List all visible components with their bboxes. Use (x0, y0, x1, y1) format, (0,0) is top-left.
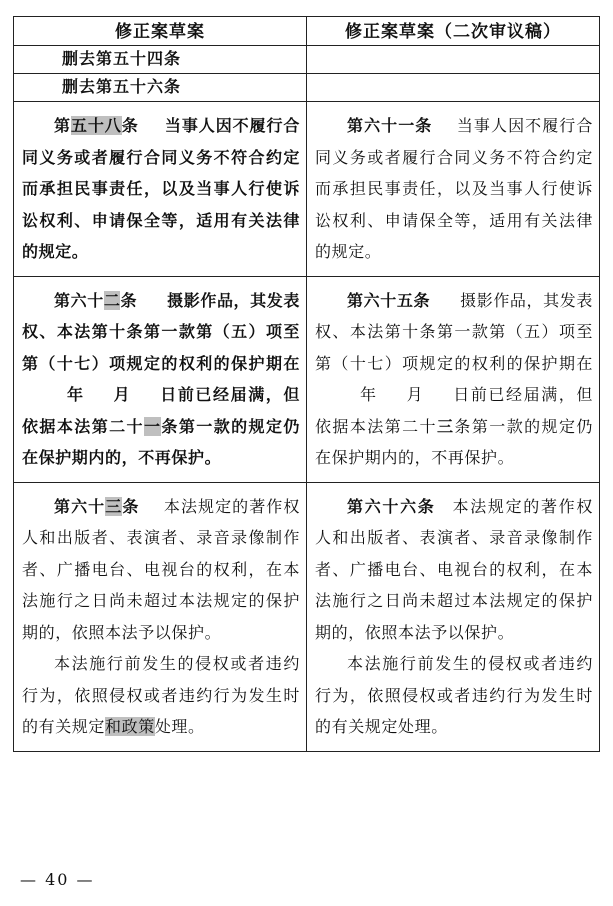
article-number: 第五十八条 (54, 116, 139, 135)
article-number: 第六十五条 (347, 290, 431, 310)
row2-left-text: 第六十二条 摄影作品，其发表权、本法第十条第一款第（五）项至第（十七）项规定的权利的保护期在年 月 日前已经届满，但依据本法第二十一条第一款的规定仍在保护期内的，不再保护。 (22, 290, 300, 467)
article-number: 第六十二条 (54, 290, 138, 310)
deleted-article-56: 删去第五十六条 (14, 74, 307, 102)
empty-cell (307, 74, 600, 102)
row1-right-cell (307, 102, 600, 277)
header-second-review: 修正案草案（二次审议稿） (307, 17, 600, 46)
row2-right-cell (307, 276, 600, 482)
row1-left-cell (14, 102, 307, 277)
article-number: 第六十一条 (347, 116, 433, 135)
header-row (14, 17, 600, 46)
row3-right-para1: 第六十六条 本法规定的著作权人和出版者、表演者、录音录像制作者、广播电台、电视台的权利，在本法施行之日尚未超过本法规定的保护期的，依照本法予以保护。 (315, 496, 593, 642)
row1-right-text (315, 110, 593, 268)
article-number: 第六十六条 (347, 496, 436, 516)
header-draft: 修正案草案 (14, 17, 307, 46)
article-body: 当事人因不履行合同义务或者履行合同义务不符合约定而承担民事责任，以及当事人行使诉讼权利、申请保全等，适用有关法律的规定。 (315, 116, 593, 261)
row2-left-cell (14, 276, 307, 482)
row3-left-para1: 第六十三条 本法规定的著作权人和出版者、表演者、录音录像制作者、广播电台、电视台的权利，在本法施行之日尚未超过本法规定的保护期的，依照本法予以保护。 (22, 496, 300, 642)
table-row (14, 482, 600, 751)
table-row (14, 46, 600, 74)
comparison-table (13, 16, 600, 752)
page-number: — 40 — (20, 870, 95, 889)
row3-left-cell (14, 482, 307, 751)
article-body: 当事人因不履行合同义务或者履行合同义务不符合约定而承担民事责任，以及当事人行使诉讼权利、申请保全等，适用有关法律的规定。 (22, 116, 300, 261)
table-row (14, 276, 600, 482)
row1-left-text (22, 110, 300, 268)
table-row (14, 74, 600, 102)
row2-right-text: 第六十五条 摄影作品，其发表权、本法第十条第一款第（五）项至第（十七）项规定的权利的保护期在年 月 日前已经届满，但依据本法第二十三条第一款的规定仍在保护期内的，不再保护。 (315, 290, 593, 467)
row3-right-para2: 本法施行前发生的侵权或者违约行为，依照侵权或者违约行为发生时的有关规定处理。 (315, 654, 593, 736)
deleted-article-54: 删去第五十四条 (14, 46, 307, 74)
row3-left-para2: 本法施行前发生的侵权或者违约行为，依照侵权或者违约行为发生时的有关规定和政策处理。 (22, 654, 300, 736)
empty-cell (307, 46, 600, 74)
row3-right-cell (307, 482, 600, 751)
table-row (14, 102, 600, 277)
article-number: 第六十三条 (54, 496, 140, 516)
